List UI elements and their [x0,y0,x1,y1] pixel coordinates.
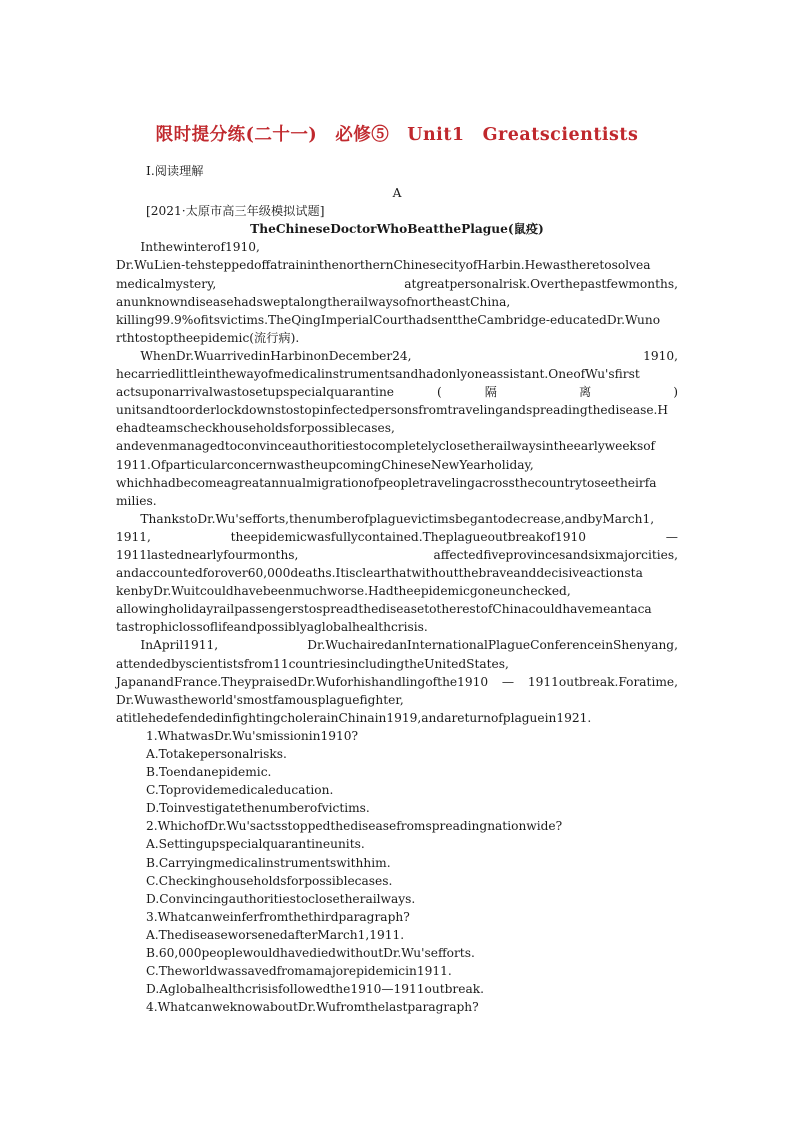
passage-line: whichhadbecomeagreatannualmigrationofpeopletravelingacrossthecountrytoseetheirfa [116,475,657,490]
passage-line: Dr.Wuwastheworld'smostfamousplaguefighter, [116,692,404,707]
passage-line: WhenDr.WuarrivedinHarbinonDecember24, 1910, [140,348,678,363]
question-stem: 3.Whatcanweinferfromthethirdparagraph? [146,909,410,924]
passage-paragraph [116,347,678,510]
passage-paragraph [116,510,678,637]
passage-line: JapanandFrance.TheypraisedDr.Wuforhishandlingofthe1910 — 1911outbreak.Foratime, [116,674,678,689]
passage-line: killing99.9%ofitsvictims.TheQingImperialCourthadsenttheCambridge-educatedDr.Wuno [116,312,661,327]
answer-option: C.Toprovidemedicaleducation. [146,783,334,798]
answer-option: A.Totakepersonalrisks. [146,747,287,761]
passage-heading: TheChineseDoctorWhoBeatthePlague(鼠疫) [250,222,544,237]
passage-line: ThankstoDr.Wu'sefforts,thenumberofplaguevictimsbegantodecrease,andbyMarch1, [140,511,655,526]
passage-line: anunknowndiseasehadsweptalongtherailwaysofnortheastChina, [116,294,511,309]
answer-option: B.Carryingmedicalinstrumentswithhim. [146,855,391,870]
passage-line: 1911lastednearlyfourmonths, affectedfiveprovincesandsixmajorcities, [116,547,678,562]
passage-paragraph [116,636,678,726]
passage-line: actsuponarrivalwastosetupspecialquarantine ( 隔 离 ) [116,385,678,400]
passage-line: attendedbyscientistsfrom11countriesincludingtheUnitedStates, [116,656,509,671]
worksheet-page [116,124,678,1016]
passage-line: milies. [116,493,157,508]
question-stem: 1.WhatwasDr.Wu'smissionin1910? [146,728,359,743]
passage-source: [2021·太原市高三年级模拟试题] [146,204,325,219]
question-list [116,727,678,1017]
page-title: 限时提分练(二十一) 必修⑤ Unit1 Greatscientists [155,125,639,145]
passage-line: ehadteamscheckhouseholdsforpossiblecases, [116,421,395,436]
answer-option: C.Checkinghouseholdsforpossiblecases. [146,873,393,888]
passage-line: andevenmanagedtoconvinceauthoritiestocompletelyclosetherailwaysintheearlyweeksof [116,439,656,454]
answer-option: B.Toendanepidemic. [146,765,272,780]
answer-option: D.Toinvestigatethenumberofvictims. [146,801,370,816]
passage-line: 1911.OfparticularconcernwastheupcomingChineseNewYearholiday, [116,457,534,472]
passage-line: Dr.WuLien-tehsteppedoffatraininthenorthernChinesecityofHarbin.Hewastheretosolvea [116,258,651,273]
passage-line: kenbyDr.Wuitcouldhavebeenmuchworse.Hadtheepidemicgoneunchecked, [116,584,571,599]
passage-line: 1911, theepidemicwasfullycontained.Theplagueoutbreakof1910 — [116,529,678,544]
question-stem: 4.WhatcanweknowaboutDr.Wufromthelastparagraph? [146,1000,479,1015]
answer-option: D.Aglobalhealthcrisisfollowedthe1910—1911outbreak. [146,982,485,997]
passage-line: allowingholidayrailpassengerstospreadthediseasetotherestofChinacouldhavemeantaca [116,602,652,617]
passage-line: hecarriedlittleinthewayofmedicalinstrumentsandhadonlyoneassistant.OneofWu'sfirst [116,367,640,382]
answer-option: A.Settingupspecialquarantineunits. [146,837,365,852]
answer-option: C.Theworldwassavedfromamajorepidemicin1911. [146,964,452,979]
passage-letter: A [392,186,402,201]
answer-option: D.Convincingauthoritiestoclosetherailways. [146,891,416,906]
passage-line: medicalmystery, atgreatpersonalrisk.Overthepastfewmonths, [116,276,678,291]
passage-line: unitsandtoorderlockdownstostopinfectedpersonsfromtravelingandspreadingthedisease.H [116,403,669,418]
answer-option: B.60,000peoplewouldhavediedwithoutDr.Wu'sefforts. [146,946,475,961]
passage-line: andaccountedforover60,000deaths.Itisclearthatwithoutthebraveanddecisiveactionsta [116,566,643,581]
section-heading: Ⅰ.阅读理解 [146,164,204,178]
passage-line: Inthewinterof1910, [140,240,260,255]
passage-line: InApril1911, Dr.WuchairedanInternationalPlagueConferenceinShenyang, [140,638,678,653]
passage-line: tastrophiclossoflifeandpossiblyaglobalhealthcrisis. [116,620,428,635]
answer-option: A.ThediseaseworsenedafterMarch1,1911. [146,927,405,942]
passage-body [116,238,678,727]
passage-line: atitlehedefendedinfightingcholerainChinain1919,andareturnofplaguein1921. [116,710,592,725]
question-stem: 2.WhichofDr.Wu'sactsstoppedthediseasefromspreadingnationwide? [146,819,563,834]
passage-line: rthtostoptheepidemic(流行病). [116,330,300,345]
passage-paragraph [116,238,678,347]
